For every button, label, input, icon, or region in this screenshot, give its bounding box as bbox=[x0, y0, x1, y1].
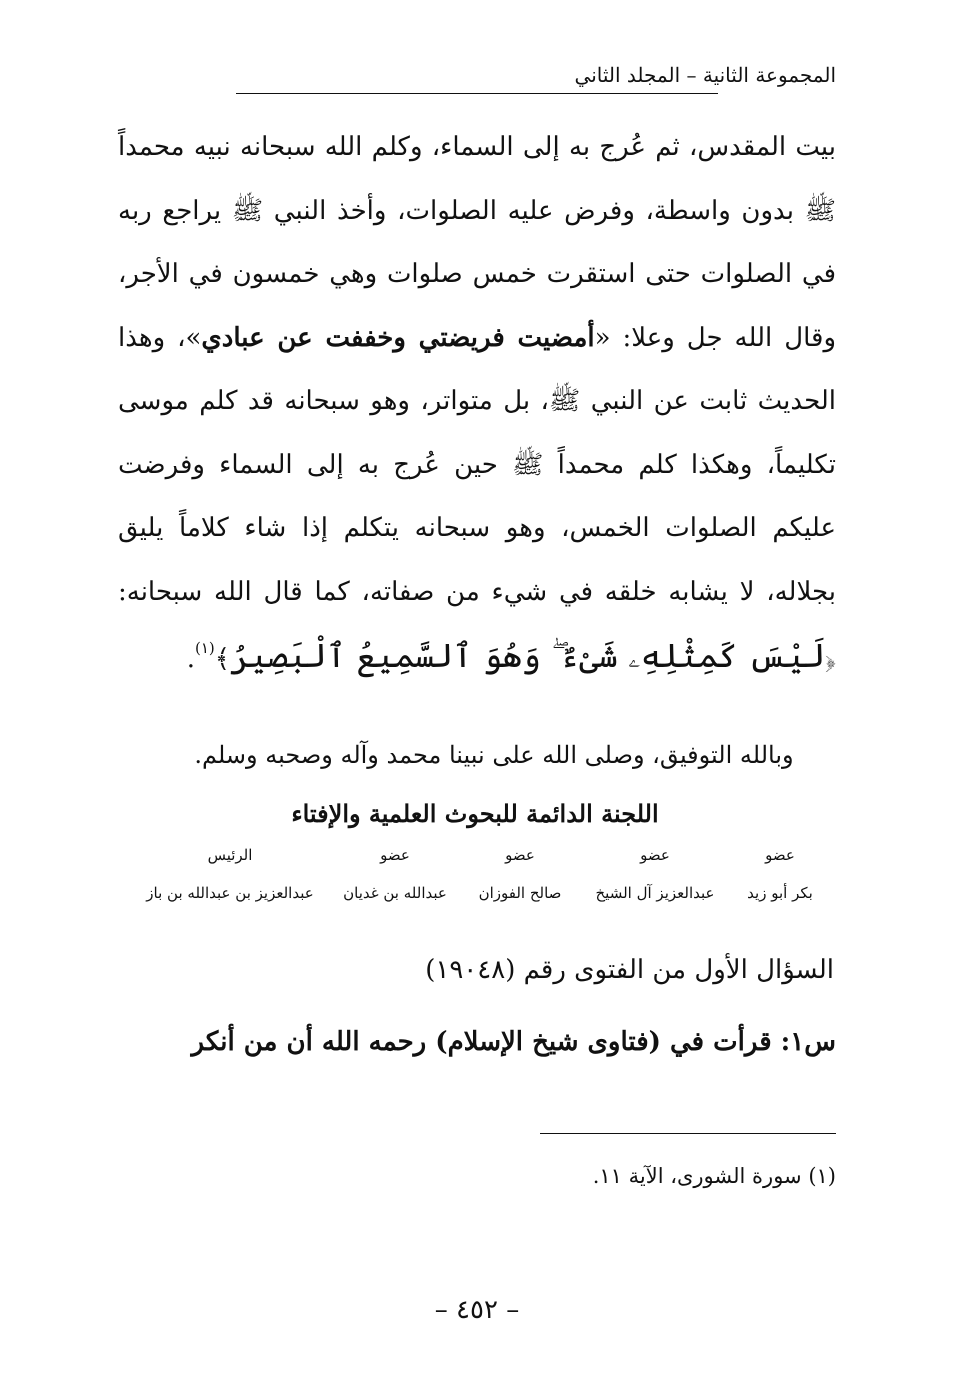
footnote-marker: (١) bbox=[194, 639, 215, 657]
hadith-quote: أمضيت فريضتي وخففت عن عبادي bbox=[201, 322, 595, 353]
signatory-role: عضو bbox=[505, 846, 535, 864]
footnote-rule bbox=[540, 1133, 836, 1134]
page-number: – ٤٥٢ – bbox=[434, 1295, 520, 1325]
answer-text-part-1: بيت المقدس، ثم عُرج به إلى السماء، وكلم الله سبحانه نبيه محمداً ﷺ بدون واسطة، وفرض عليه الصلوات، وأخذ النبي ﷺ يراجع ربه في الصلوات حتى استقرت خمس صلوات وهي خمسون في الأجر، وقال الله جل وعلا: « bbox=[118, 132, 837, 353]
signatory-role: عضو bbox=[640, 846, 670, 864]
signatory-1 bbox=[730, 842, 830, 906]
signatory-name: بكر أبو زيد bbox=[747, 884, 813, 902]
question-text: س١: قرأت في (فتاوى شيخ الإسلام) رحمه الله أن من أنكر bbox=[191, 1027, 836, 1057]
committee-name: اللجنة الدائمة للبحوث العلمية والإفتاء bbox=[291, 799, 659, 828]
signatory-4 bbox=[330, 842, 460, 906]
signatory-5 bbox=[130, 842, 330, 906]
quran-verse: لَيْسَ كَمِثْلِهِۦ شَىْءٌ ۖ وَهُوَ ٱلسَّمِيعُ ٱلْبَصِيرُ bbox=[229, 636, 826, 675]
signatory-2 bbox=[580, 842, 730, 906]
signatory-role: عضو bbox=[765, 846, 795, 864]
answer-text-part-2: »، وهذا الحديث ثابت عن النبي ﷺ، بل متواتر، وهو سبحانه قد كلم موسى تكليماً، وهكذا كلم محمداً ﷺ حين عُرج به إلى السماء وفرضت عليكم الصلوات الخمس، وهو سبحانه يتكلم إذا شاء كلاماً يليق بجلاله، لا يشابه خلقه في شيء من صفاته، كما قال الله سبحانه: ﴿ bbox=[118, 322, 836, 674]
question-title: السؤال الأول من الفتوى رقم (١٩٠٤٨) bbox=[425, 955, 834, 985]
signatory-name: عبدالله بن غديان bbox=[343, 884, 447, 902]
closing-prayer: وبالله التوفيق، وصلى الله على نبينا محمد وآله وصحبه وسلم. bbox=[194, 741, 794, 769]
running-header: المجموعة الثانية – المجلد الثاني bbox=[574, 63, 836, 87]
signatory-name: صالح الفوزان bbox=[478, 884, 562, 902]
signatory-name: عبدالعزيز بن عبدالله بن باز bbox=[146, 884, 314, 902]
header-rule bbox=[236, 93, 718, 94]
fatwa-answer-text bbox=[118, 116, 836, 692]
verse-close-bracket: ﴾ bbox=[214, 644, 230, 674]
signatory-role: الرئيس bbox=[207, 846, 253, 864]
signatory-role: عضو bbox=[380, 846, 410, 864]
sentence-end: . bbox=[186, 644, 195, 674]
signatory-name: عبدالعزيز آل الشيخ bbox=[595, 884, 715, 902]
footnote: (١) سورة الشورى، الآية ١١. bbox=[592, 1164, 836, 1188]
signatory-3 bbox=[460, 842, 580, 906]
